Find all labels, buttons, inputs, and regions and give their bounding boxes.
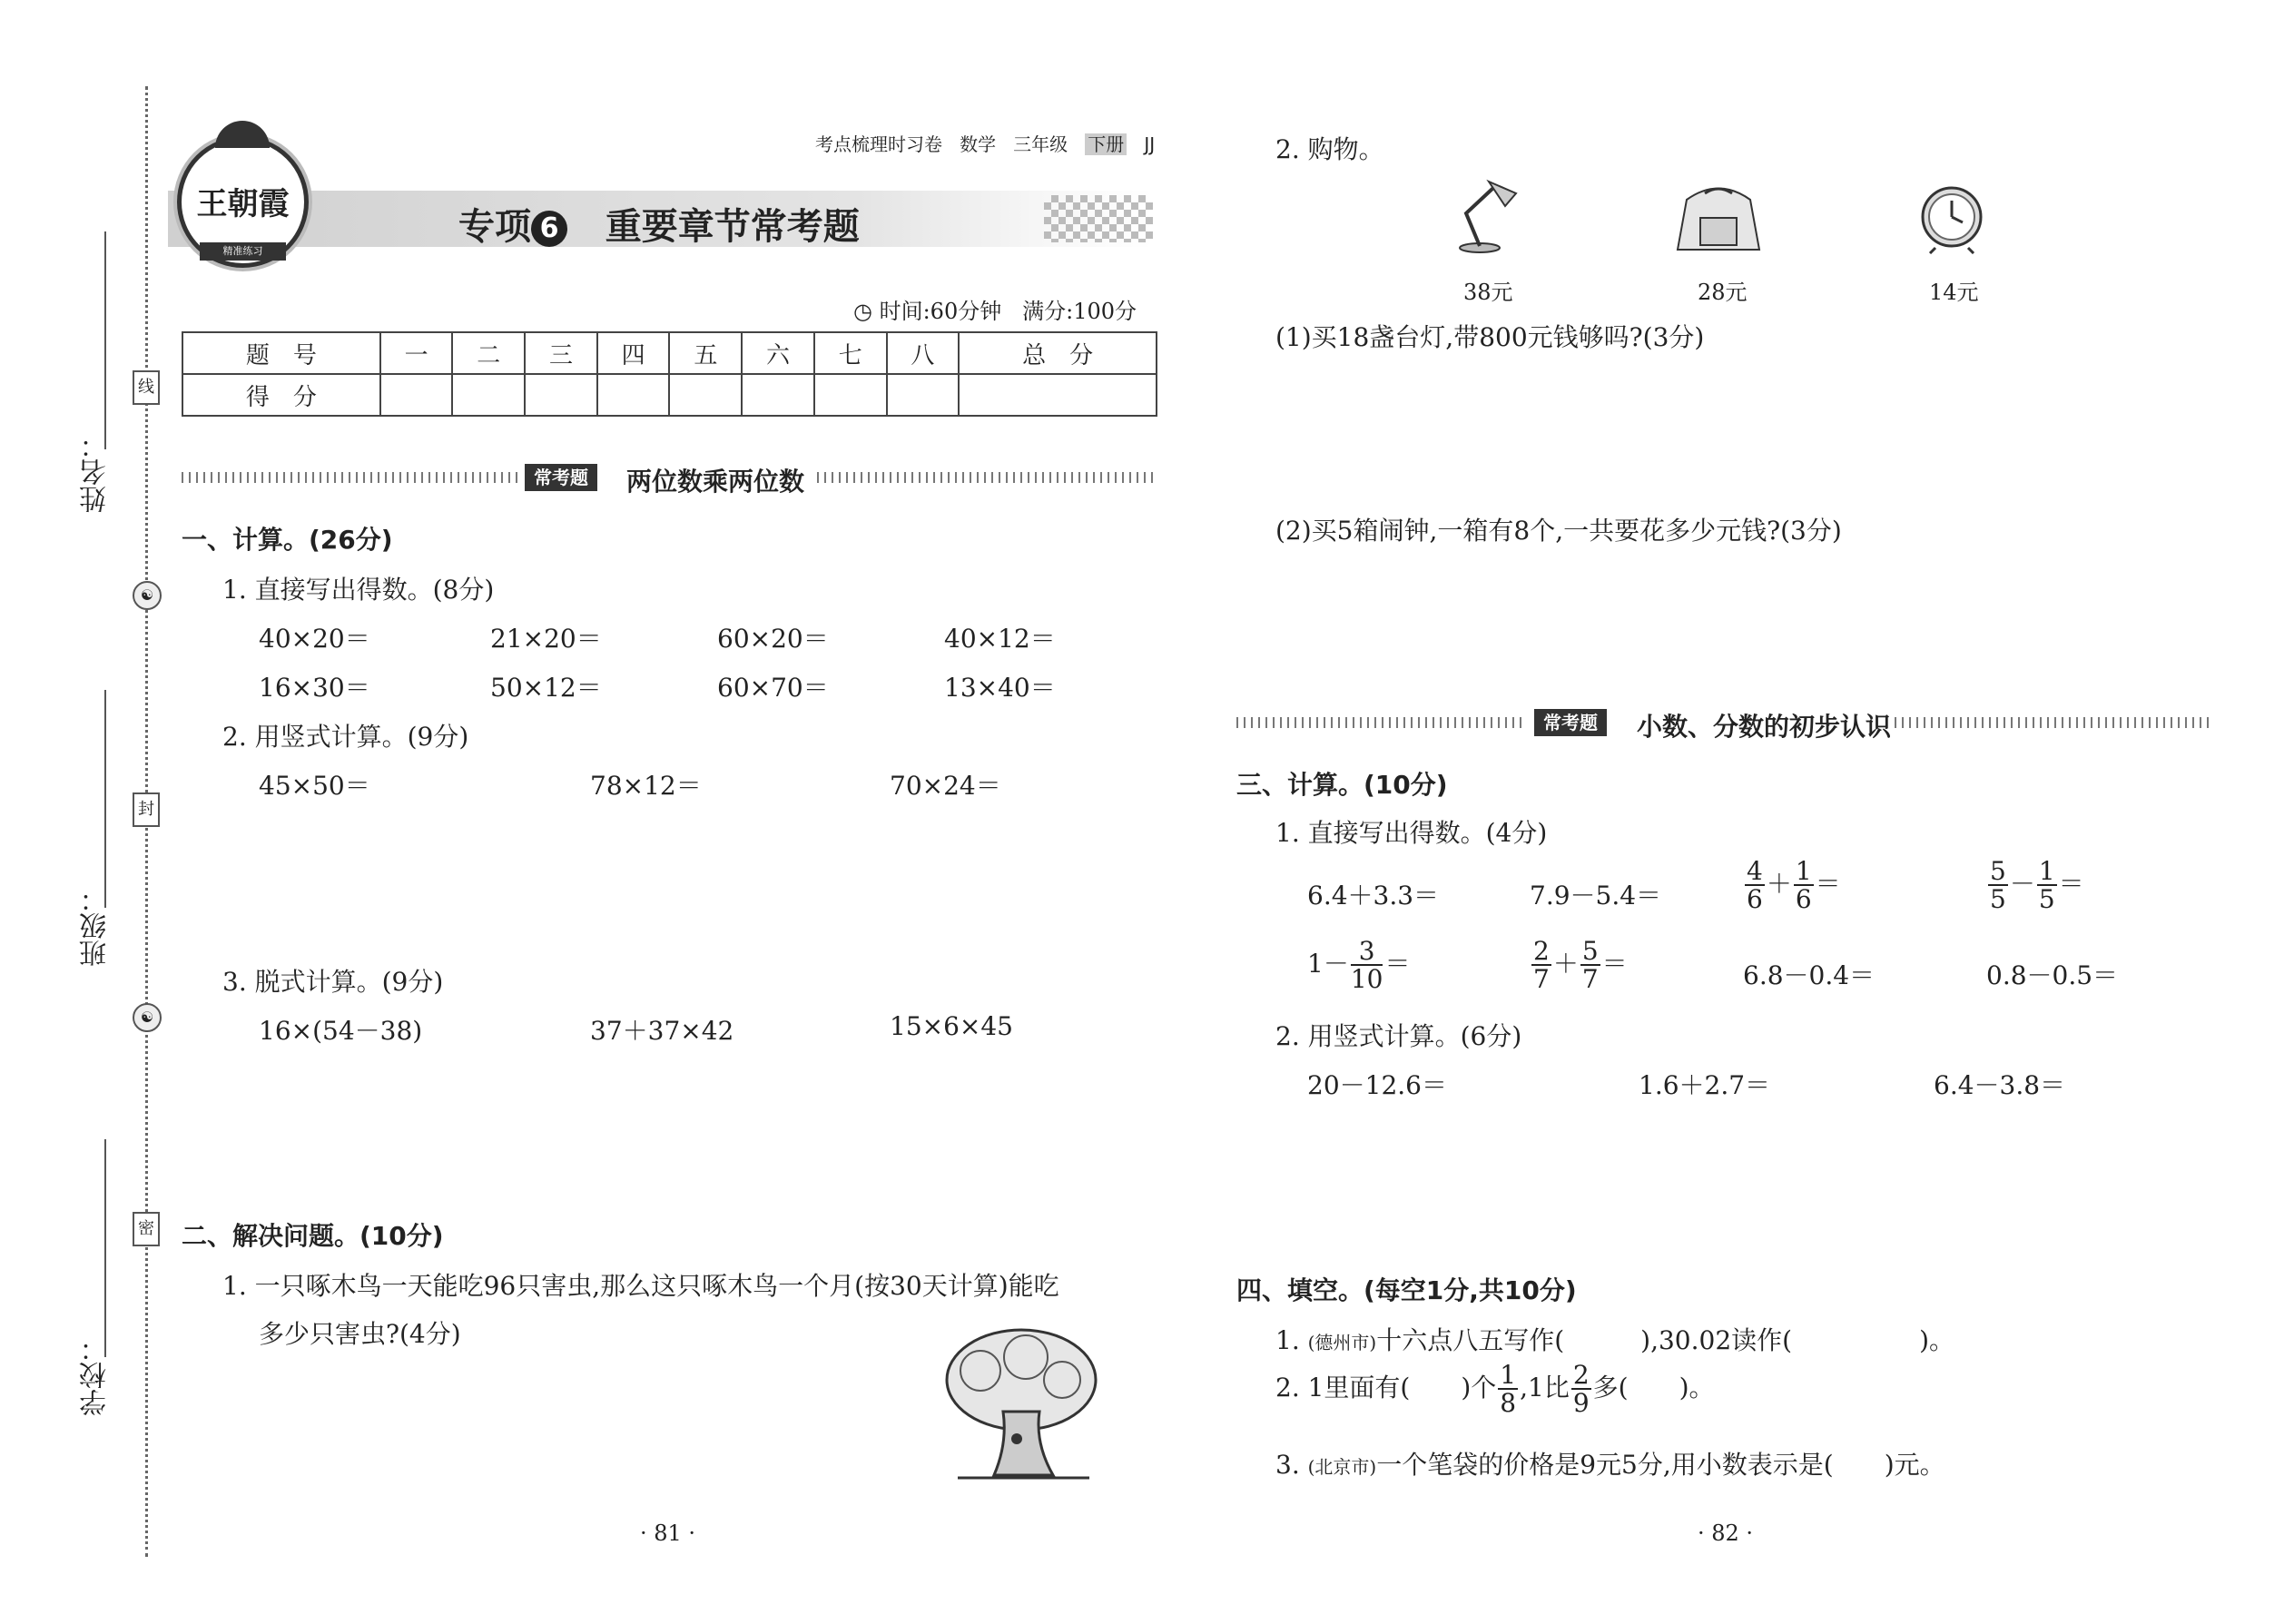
score-table [182,331,1157,417]
question-label: 2. 用竖式计算。(9分) [222,722,469,752]
name-blank-line [104,231,106,449]
part-heading: 四、填空。(每空1分,共10分) [1236,1275,1577,1305]
question-label: 1. 直接写出得数。(4分) [1275,818,1548,848]
calc-item: 40×20＝ [259,624,370,654]
alarm-clock-icon [1915,177,1988,254]
fill-blank-item: 3. (北京市)一个笔袋的价格是9元5分,用小数表示是( )元。 [1275,1450,1945,1480]
question-text: 多少只害虫?(4分) [259,1319,461,1349]
fraction-calc-item: $\frac{5}{5}$ － $\frac{1}{5}$ ＝ [1990,856,2084,915]
table-row: 题 号 一 二 三 四 五 六 七 八 总 分 [182,332,1157,374]
crown-icon [215,121,270,148]
section-title: 两位数乘两位数 [626,467,805,497]
desk-lamp-icon [1452,177,1525,254]
question-label: 2. 用竖式计算。(6分) [1275,1021,1522,1051]
exam-time-info: ◷ 时间:60分钟 满分:100分 [853,299,1137,324]
bind-mark-line: 线 [133,370,160,405]
section-title: 小数、分数的初步认识 [1637,712,1892,742]
calc-item: 15×6×45 [890,1011,1013,1041]
calc-item: 0.8－0.5＝ [1986,960,2119,990]
school-blank-line [104,1139,106,1357]
calc-item: 78×12＝ [590,771,702,801]
calc-item: 60×20＝ [717,624,829,654]
brand-logo [177,136,309,268]
score-cell[interactable] [525,374,597,416]
logo-text: 王朝霞 [196,186,290,222]
page-title: 专项 6 重要章节常考题 [458,206,860,248]
calc-item: 60×70＝ [717,673,829,703]
part-heading: 一、计算。(26分) [182,525,393,555]
score-cell[interactable] [887,374,960,416]
calc-item: 16×(54－38) [259,1016,423,1046]
score-cell[interactable] [742,374,814,416]
score-cell[interactable] [814,374,887,416]
fraction-calc-item: $\frac{2}{7}$ ＋ $\frac{5}{7}$ ＝ [1533,936,1628,995]
school-label: 学校： [80,1334,112,1416]
price-label: 28元 [1698,280,1748,305]
question-label: 1. 直接写出得数。(8分) [222,575,495,605]
part-heading: 三、计算。(10分) [1236,770,1448,800]
price-label: 14元 [1929,280,1979,305]
score-cell[interactable] [669,374,742,416]
banner-checker-pattern [1044,195,1153,242]
score-cell[interactable] [452,374,525,416]
calc-item: 6.8－0.4＝ [1743,960,1876,990]
calc-item: 6.4－3.8＝ [1934,1070,2066,1100]
calc-item: 50×12＝ [490,673,602,703]
calc-item: 21×20＝ [490,624,602,654]
series-info: 考点梳理时习卷 数学 三年级 下册 JJ [815,133,1156,155]
section-tag: 常考题 [1534,709,1607,736]
fraction-calc-item: 1－ $\frac{3}{10}$ ＝ [1307,936,1411,995]
class-blank-line [104,690,106,908]
calc-item: 16×30＝ [259,673,370,703]
question-text: (2)买5箱闹钟,一箱有8个,一共要花多少元钱?(3分) [1275,516,1842,546]
part-heading: 二、解决问题。(10分) [182,1221,444,1251]
calc-item: 70×24＝ [890,771,1001,801]
score-cell[interactable] [597,374,670,416]
fill-blank-item: 1. (德州市)十六点八五写作( ),30.02读作( )。 [1275,1325,1954,1355]
question-text: 1. 一只啄木鸟一天能吃96只害虫,那么这只啄木鸟一个月(按30天计算)能吃 [222,1271,1059,1301]
score-cell[interactable] [380,374,453,416]
calc-item: 7.9－5.4＝ [1530,881,1662,910]
calc-item: 45×50＝ [259,771,370,801]
score-cell[interactable] [959,374,1157,416]
backpack-icon [1669,177,1768,254]
binding-knot-icon: ☯ [133,581,162,610]
calc-item: 37＋37×42 [590,1016,734,1046]
binding-knot-icon: ☯ [133,1003,162,1032]
calc-item: 20－12.6＝ [1307,1070,1447,1100]
calc-item: 13×40＝ [944,673,1056,703]
table-row: 得 分 [182,374,1157,416]
woodpecker-tree-icon [940,1325,1103,1484]
page-number: · 81 · [640,1521,696,1546]
bind-mark-seal: 封 [133,792,160,827]
class-label: 班级： [80,885,112,967]
logo-ribbon: 精准练习 [200,242,286,261]
name-label: 姓名： [80,431,112,513]
bind-mark-secret: 密 [133,1212,160,1246]
calc-item: 6.4＋3.3＝ [1307,881,1440,910]
question-label: 2. 购物。 [1275,134,1384,164]
fraction-calc-item: $\frac{4}{6}$ ＋ $\frac{1}{6}$ ＝ [1747,856,1841,915]
section-tag: 常考题 [525,464,597,491]
page-number: · 82 · [1698,1521,1754,1546]
question-text: (1)买18盏台灯,带800元钱够吗?(3分) [1275,322,1705,352]
question-label: 3. 脱式计算。(9分) [222,967,444,997]
calc-item: 1.6＋2.7＝ [1639,1070,1771,1100]
clock-icon: ◷ [853,299,872,324]
price-label: 38元 [1463,280,1513,305]
fill-blank-item: 2. 1里面有( )个 $\frac{1}{8}$ ,1比 $\frac{2}{9}$ 多( )。 [1275,1360,1715,1419]
calc-item: 40×12＝ [944,624,1056,654]
